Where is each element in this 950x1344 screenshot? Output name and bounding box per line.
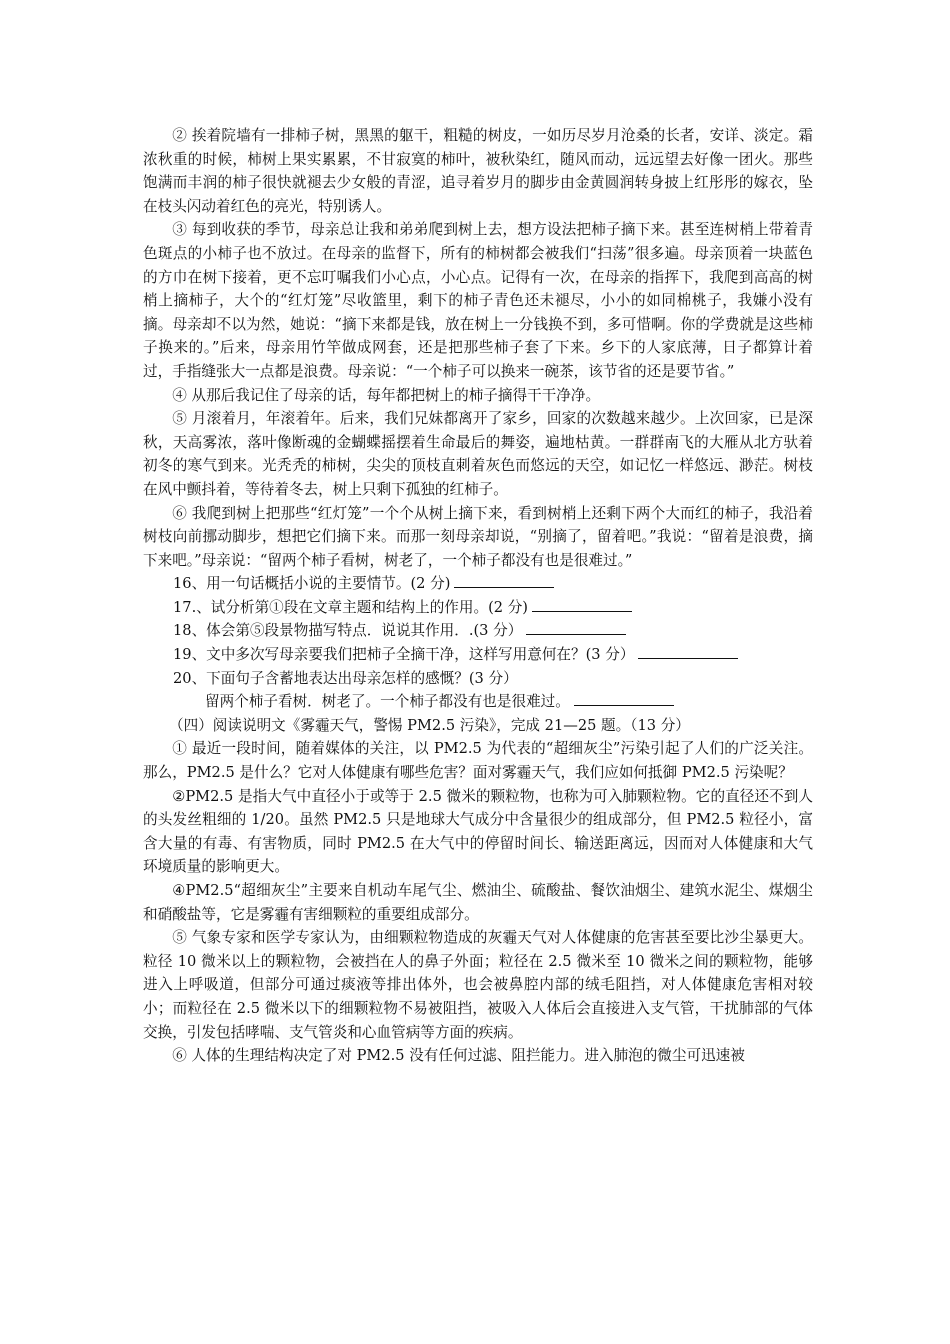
- paragraph: ②PM2.5 是指大气中直径小于或等于 2.5 微米的颗粒物，也称为可入肺颗粒物。它的直径还不到人的头发丝粗细的 1/20。虽然 PM2.5 只是地球大气成分中含量很少的组成部分，但 PM2.5 粒径小，富含大量的有毒、有害物质，同时 PM2.5 在大气中的停留时间长、输送距离远，因而对人体健康和大气环境质量的影响更大。: [143, 787, 813, 876]
- question-18: [143, 619, 813, 643]
- question-text: 16、用一句话概括小说的主要情节。(2 分): [173, 575, 451, 593]
- paragraph: ③ 每到收获的季节，母亲总让我和弟弟爬到树上去，想方设法把柿子摘下来。甚至连树梢上带着青色斑点的小柿子也不放过。在母亲的监督下，所有的柿树都会被我们“扫荡”很多遍。母亲顶着一块蓝色的方巾在树下接着，更不忘叮嘱我们小心点，小心点。记得有一次，在母亲的指挥下，我爬到高高的树梢上摘柿子，大个的“红灯笼”尽收篮里，剩下的柿子青色还未褪尽，小小的如同棉桃子，我嫌小没有摘。母亲却不以为然，她说：“摘下来都是钱，放在树上一分钱换不到，多可惜啊。你的学费就是这些柿子换来的。”后来，母亲用竹竿做成网套，还是把那些柿子套了下来。乡下的人家底薄，日子都算计着过，手指缝张大一点都是浪费。母亲说：“一个柿子可以换来一碗茶，该节省的还是要节省。”: [143, 221, 813, 380]
- answer-blank[interactable]: [454, 573, 554, 588]
- question-16: [143, 572, 813, 596]
- quoted-sentence: 留两个柿子看树．树老了。一个柿子都没有也是很难过。: [205, 693, 570, 711]
- question-text: 20、下面句子含蓄地表达出母亲怎样的感慨？(3 分）: [173, 669, 518, 687]
- quoted-sentence-line: [143, 690, 813, 714]
- answer-blank[interactable]: [574, 691, 674, 706]
- paragraph: ⑥ 我爬到树上把那些“红灯笼”一个个从树上摘下来，看到树梢上还剩下两个大而红的柿子，我沿着树枝向前挪动脚步，想把它们摘下来。而那一刻母亲却说，“别摘了，留着吧。”我说：“留着是浪费，摘下来吧。”母亲说：“留两个柿子看树，树老了，一个柿子都没有也是很难过。”: [143, 504, 813, 569]
- question-20: [143, 667, 813, 691]
- answer-blank[interactable]: [526, 620, 626, 635]
- paragraph: ④PM2.5“超细灰尘”主要来自机动车尾气尘、燃油尘、硫酸盐、餐饮油烟尘、建筑水泥尘、煤烟尘和硝酸盐等，它是雾霾有害细颗粒的重要组成部分。: [143, 882, 813, 923]
- answer-blank[interactable]: [532, 597, 632, 612]
- section-heading: （四）阅读说明文《雾霾天气，警惕 PM2.5 污染》，完成 21—25 题。（13 分）: [169, 716, 690, 734]
- paragraph: ④ 从那后我记住了母亲的话，每年都把树上的柿子摘得干干净净。: [172, 386, 601, 404]
- answer-blank[interactable]: [638, 644, 738, 659]
- paragraph: ⑥ 人体的生理结构决定了对 PM2.5 没有任何过滤、阻拦能力。进入肺泡的微尘可迅速被: [172, 1047, 745, 1065]
- question-17: [143, 596, 813, 620]
- question-text: 19、文中多次写母亲要我们把柿子全摘干净，这样写用意何在？(3 分）: [173, 646, 635, 664]
- question-text: 17.、试分析第①段在文章主题和结构上的作用。(2 分): [173, 598, 528, 616]
- question-text: 18、体会第⑤段景物描写特点．说说其作用．.(3 分）: [173, 622, 523, 640]
- paragraph: ② 挨着院墙有一排柿子树，黑黑的躯干，粗糙的树皮，一如历尽岁月沧桑的长者，安详、淡定。霜浓秋重的时候，柿树上果实累累，不甘寂寞的柿叶，被秋染红，随风而动，远远望去好像一团火。那些饱满而丰润的柿子很快就褪去少女般的青涩，追寻着岁月的脚步由金黄圆润转身披上红彤彤的嫁衣，坠在枝头闪动着红色的亮光，特别诱人。: [143, 127, 813, 215]
- paragraph: ⑤ 月滚着月，年滚着年。后来，我们兄妹都离开了家乡，回家的次数越来越少。上次回家，已是深秋，天高雾浓，落叶像断魂的金蝴蝶摇摆着生命最后的舞姿，遍地枯黄。一群群南飞的大雁从北方驮着初冬的寒气到来。光秃秃的柿树，尖尖的顶枝直刺着灰色而悠远的天空，如记忆一样悠远、渺茫。树枝在风中颤抖着，等待着冬去，树上只剩下孤独的红柿子。: [143, 410, 813, 498]
- text-column: [143, 124, 813, 1068]
- paragraph: ⑤ 气象专家和医学专家认为，由细颗粒物造成的灰霾天气对人体健康的危害甚至要比沙尘暴更大。粒径 10 微米以上的颗粒物，会被挡在人的鼻子外面；粒径在 2.5 微米至 10 微米之间的颗粒物，能够进入上呼吸道，但部分可通过痰液等排出体外，也会被鼻腔内部的绒毛阻挡，对人体健康危害相对较小；而粒径在 2.5 微米以下的细颗粒物不易被阻挡，被吸入人体后会直接进入支气管，干扰肺部的气体交换，引发包括哮喘、支气管炎和心血管病等方面的疾病。: [143, 929, 813, 1041]
- paragraph: ① 最近一段时间，随着媒体的关注，以 PM2.5 为代表的“超细灰尘”污染引起了人们的广泛关注。那么，PM2.5 是什么？它对人体健康有哪些危害？面对雾霾天气，我们应如何抵御 PM2.5 污染呢？: [143, 740, 813, 782]
- question-19: [143, 643, 813, 667]
